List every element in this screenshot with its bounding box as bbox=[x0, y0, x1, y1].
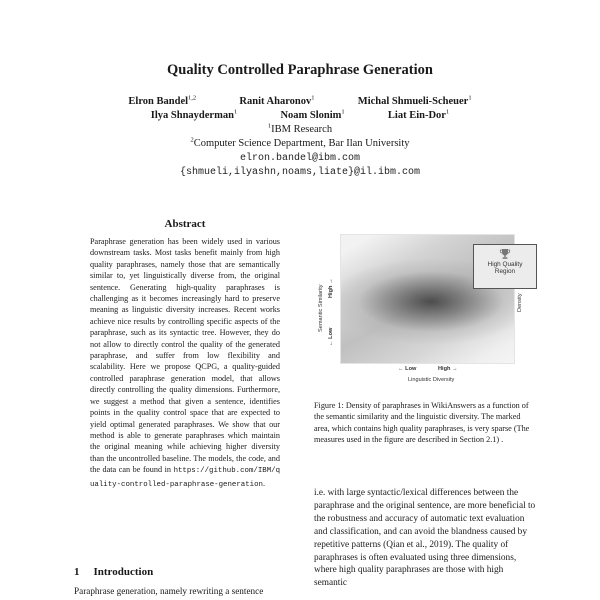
abstract-body: Paraphrase generation has been widely used in various downstream tasks. Most tasks benefit mainly from high quality paraphrases, namely those that are semantically similar to, yet linguistically diverse from, the original sentence. Generating high-quality paraphrases is challenging as it becomes increasingly hard to preserve meaning as linguistic diversity increases. Recent works achieve nice results by controlling specific aspects of the paraphrase, such as its syntactic tree. However, they do not allow to directly control the quality of the generated paraphrase, and suffer from low flexibility and scalability. Here we propose QCPG, a quality-guided controlled paraphrase generation model, that allows directly controlling the quality dimensions. Furthermore, we suggest a method that given a sentence, identifies points in the quality control space that are expected to yield optimal generated paraphrases. We show that our method is able to generate paraphrases which maintain the original meaning while achieving higher diversity than the uncontrolled baseline. The models, the code, and the data can be found in https://github.com/IBM/quality-controlled-paraphrase-generation. bbox=[90, 237, 281, 489]
section-first-line: Paraphrase generation, namely rewriting a sentence bbox=[74, 586, 264, 596]
trophy-icon bbox=[499, 248, 511, 260]
author-name: Ranit Aharonov$^1$ bbox=[239, 94, 315, 107]
email-2: {shmueli,ilyashn,noams,liate}@il.ibm.com bbox=[179, 167, 421, 178]
email-1: elron.bandel@ibm.com bbox=[239, 153, 361, 164]
author-name: Elron Bandel$^{1,2}$ bbox=[128, 94, 197, 107]
y-axis-high-label: High → bbox=[328, 278, 334, 298]
colorbar-label: Density bbox=[517, 293, 523, 312]
y-axis-low-label: ← Low bbox=[328, 327, 334, 346]
hq-label-line2: Region bbox=[494, 268, 516, 275]
author-name: Ilya Shnayderman$^1$ bbox=[150, 108, 238, 121]
y-axis-title: Semantic Similarity bbox=[318, 284, 324, 332]
x-axis-high-label: High → bbox=[438, 366, 458, 372]
figure-caption: Figure 1: Density of paraphrases in WikiAnswers as a function of the semantic similarity and the linguistic diversity. The marked area, which contains high quality paraphrases, is very sparse (The measures used in the figure are described in Section 2.1) . bbox=[314, 401, 530, 444]
affiliation-1: $^1$IBM Research bbox=[267, 122, 333, 135]
section-heading: 1 Introduction bbox=[74, 566, 154, 578]
x-axis-title: Linguistic Diversity bbox=[408, 377, 455, 383]
figure-1 bbox=[314, 226, 536, 394]
author-name: Noam Slonim$^1$ bbox=[280, 108, 345, 121]
author-line-2 bbox=[0, 110, 600, 121]
right-column-text: i.e. with large syntactic/lexical differences between the paraphrase and the original sentence, are more beneficial to the robustness and accuracy of automatic text evaluation and classification, and can avoid the blandness caused by repetitive patterns (Qian et al., 2019). The quality of paraphrases is often evaluated using three dimensions, where high quality paraphrases are those with high semantic bbox=[314, 488, 536, 589]
author-name: Michal Shmueli-Scheuer$^1$ bbox=[357, 94, 472, 107]
author-name: Liat Ein-Dor$^1$ bbox=[387, 108, 450, 121]
abstract-heading: Abstract bbox=[164, 218, 206, 230]
high-quality-region-box bbox=[473, 244, 537, 289]
x-axis-low-label: ← Low bbox=[398, 366, 417, 372]
affiliation-2: $^2$Computer Science Department, Bar Ilan University bbox=[190, 136, 410, 149]
hq-label-line1: High Quality bbox=[487, 261, 523, 268]
paper-title: Quality Controlled Paraphrase Generation bbox=[167, 62, 433, 78]
code-link[interactable]: https://github.com/IBM/quality-controlled-paraphrase-generation bbox=[90, 467, 281, 489]
author-line-1 bbox=[0, 96, 600, 107]
